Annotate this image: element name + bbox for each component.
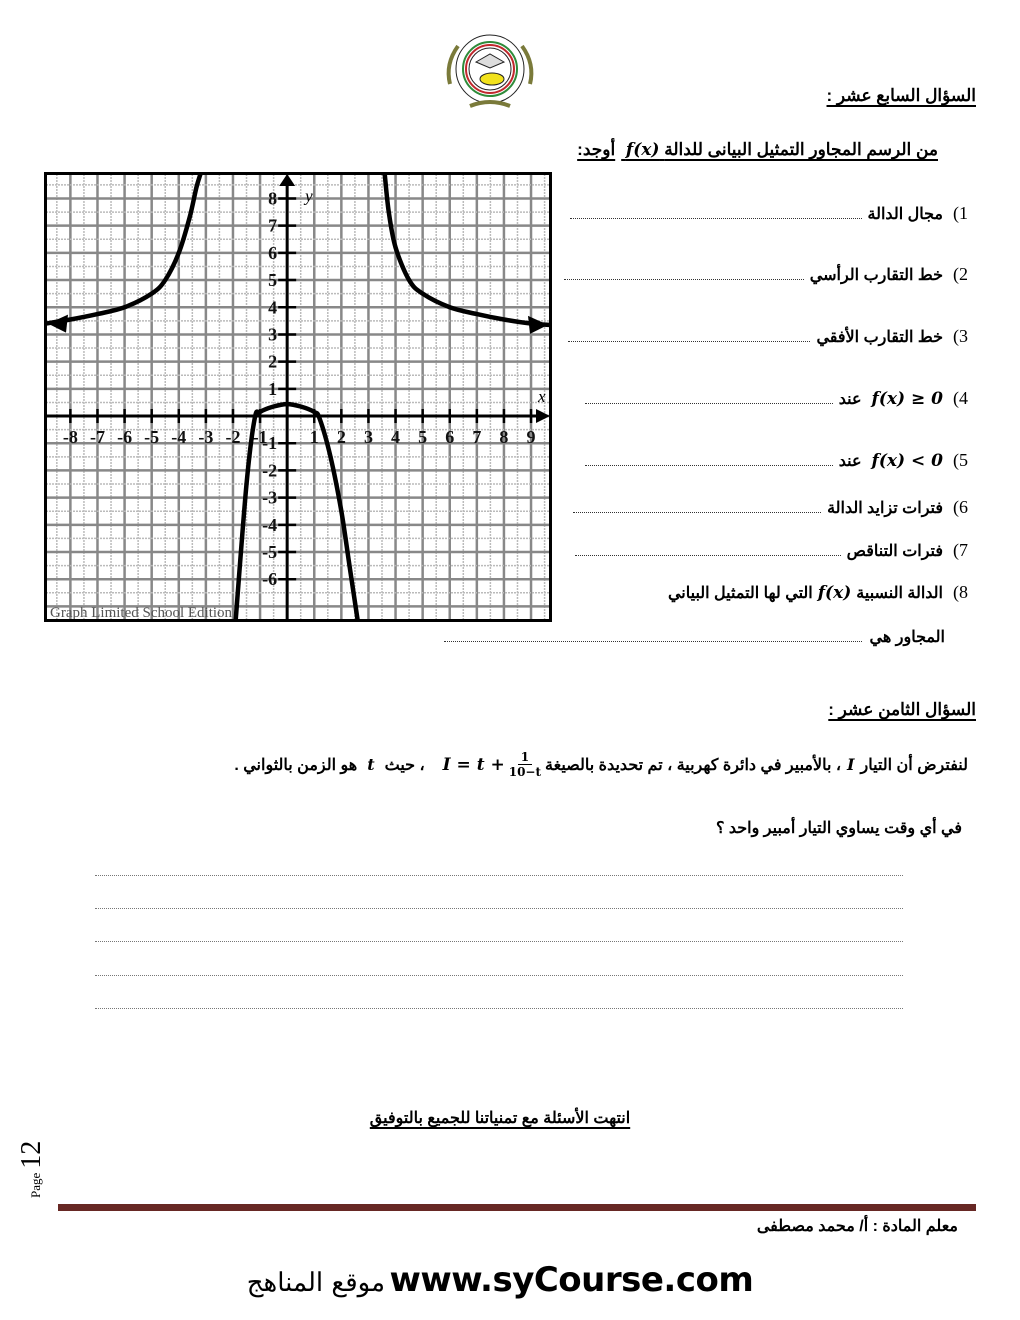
page-number [16,1141,48,1198]
website-footer [0,1260,1000,1300]
y-tick-label: 6 [268,242,278,263]
y-tick-label: -4 [262,514,278,535]
answer-line[interactable] [95,875,903,876]
left-branch-arrow [48,315,68,333]
x-tick-label: 6 [445,427,455,448]
item-number: 1) [953,203,968,223]
item-7 [575,540,968,561]
footer-rule [58,1204,976,1211]
item-label-pre: الدالة النسبية [856,585,943,602]
x-tick-label: 7 [472,427,482,448]
item-label: خط التقارب الأفقي [816,329,943,346]
closing-message: انتهت الأسئلة مع تمنياتنا للجميع بالتوفيق [369,1110,631,1127]
question-18-prompt: في أي وقت يساوي التيار أمبير واحد ؟ [715,820,962,837]
x-tick-label: -7 [89,427,105,448]
page-value: 12 [16,1140,47,1169]
statement-part2: ، بالأمبير في دائرة كهربية ، تم تحديدة بالصيغة [545,756,842,774]
statement-part4: هو الزمن بالثواني . [234,756,358,774]
question-17-title: السؤال السابع عشر : [826,86,976,105]
answer-blank[interactable] [585,402,833,404]
item-number: 8) [953,582,968,602]
item-math: f(x) < 0 [871,451,943,471]
item-number: 5) [953,450,968,470]
school-logo [440,24,540,114]
item-label: عند [838,453,862,470]
answer-blank[interactable] [564,278,804,280]
item-4 [585,388,968,409]
website-arabic: موقع المناهج [246,1268,386,1298]
graph-frame [46,174,551,621]
instruction-function: f(x) [625,140,660,160]
function-graph [44,172,552,622]
variable-t: t [367,755,375,774]
item-2 [564,264,968,285]
x-tick-label: -5 [144,427,160,448]
x-tick-label: 8 [499,427,509,448]
y-tick-label: 2 [268,351,278,372]
school-emblem-icon [440,24,540,114]
item-6 [573,497,968,518]
page-label: Page [28,1172,43,1198]
answer-line[interactable] [95,975,903,976]
answer-line[interactable] [95,1008,903,1009]
y-tick-label: 3 [268,324,278,345]
y-tick-label: 7 [268,215,278,236]
formula-fraction [509,750,541,779]
item-label: عند [838,391,862,408]
x-axis-label: x [538,387,546,407]
watermark-text: Graph Limited School Edition [50,605,233,622]
x-tick-label: -2 [225,427,241,448]
x-tick-label: -3 [198,427,214,448]
item-1 [570,203,968,224]
answer-blank[interactable] [444,640,862,642]
x-tick-label: -1 [252,427,268,448]
x-tick-label: -4 [171,427,187,448]
formula [443,750,541,779]
x-tick-label: 5 [418,427,428,448]
x-axis-arrow [536,409,550,423]
y-tick-label: -2 [262,460,278,481]
item-label-line2: المجاور هي [869,629,945,646]
y-tick-label: 1 [268,378,278,399]
item-8-continued [444,627,945,647]
x-tick-label: -6 [117,427,133,448]
item-math: f(x) ≥ 0 [871,389,943,409]
item-8 [668,582,968,603]
y-axis-label: y [305,186,313,206]
statement-part3: ، حيث [384,756,425,774]
question-18-statement [234,750,968,779]
answer-blank[interactable] [575,554,841,556]
y-tick-label: -6 [262,569,278,590]
y-tick-label: 4 [268,297,278,318]
question-17-instruction [577,140,938,160]
x-tick-label: 1 [309,427,319,448]
x-tick-label: 4 [391,427,401,448]
x-tick-label: 3 [363,427,373,448]
x-tick-label: 9 [526,427,536,448]
item-3 [568,326,968,347]
item-number: 6) [953,497,968,517]
y-tick-label: -5 [262,542,278,563]
answer-blank[interactable] [573,511,821,513]
answer-blank[interactable] [570,217,862,219]
answer-line[interactable] [95,941,903,942]
y-tick-label: 8 [268,188,278,209]
y-tick-label: -1 [262,433,278,454]
teacher-name: معلم المادة : أ/ محمد مصطفى [756,1218,958,1235]
item-label: فترات التناقص [846,543,943,560]
item-math: f(x) [817,583,852,603]
item-label-post: التي لها التمثيل البياني [667,585,813,602]
x-tick-label: -8 [62,427,78,448]
item-number: 7) [953,540,968,560]
website-url[interactable]: www.syCourse.com [389,1260,754,1300]
graph-canvas [44,172,552,622]
item-number: 3) [953,326,968,346]
fraction-denominator: 10−t [508,765,542,779]
instruction-suffix: أوجد: [577,140,616,159]
answer-blank[interactable] [585,464,833,466]
answer-blank[interactable] [568,340,810,342]
question-18-title: السؤال الثامن عشر : [828,700,976,719]
formula-lhs: I = t + [442,754,505,775]
y-axis-arrow [279,174,295,186]
fraction-numerator: 1 [518,750,532,765]
item-5 [585,450,968,471]
y-tick-label: -3 [262,487,278,508]
item-label: مجال الدالة [867,206,943,223]
variable-I: I [847,755,855,774]
statement-part1: لنفترض أن التيار [860,756,968,774]
answer-line[interactable] [95,908,903,909]
item-label: خط التقارب الرأسي [809,267,943,284]
item-number: 2) [953,264,968,284]
y-tick-label: 5 [268,270,278,291]
item-number: 4) [953,388,968,408]
x-tick-label: 2 [336,427,346,448]
instruction-prefix: من الرسم المجاور التمثيل البيانى للدالة [664,140,938,159]
item-label: فترات تزايد الدالة [827,500,943,517]
